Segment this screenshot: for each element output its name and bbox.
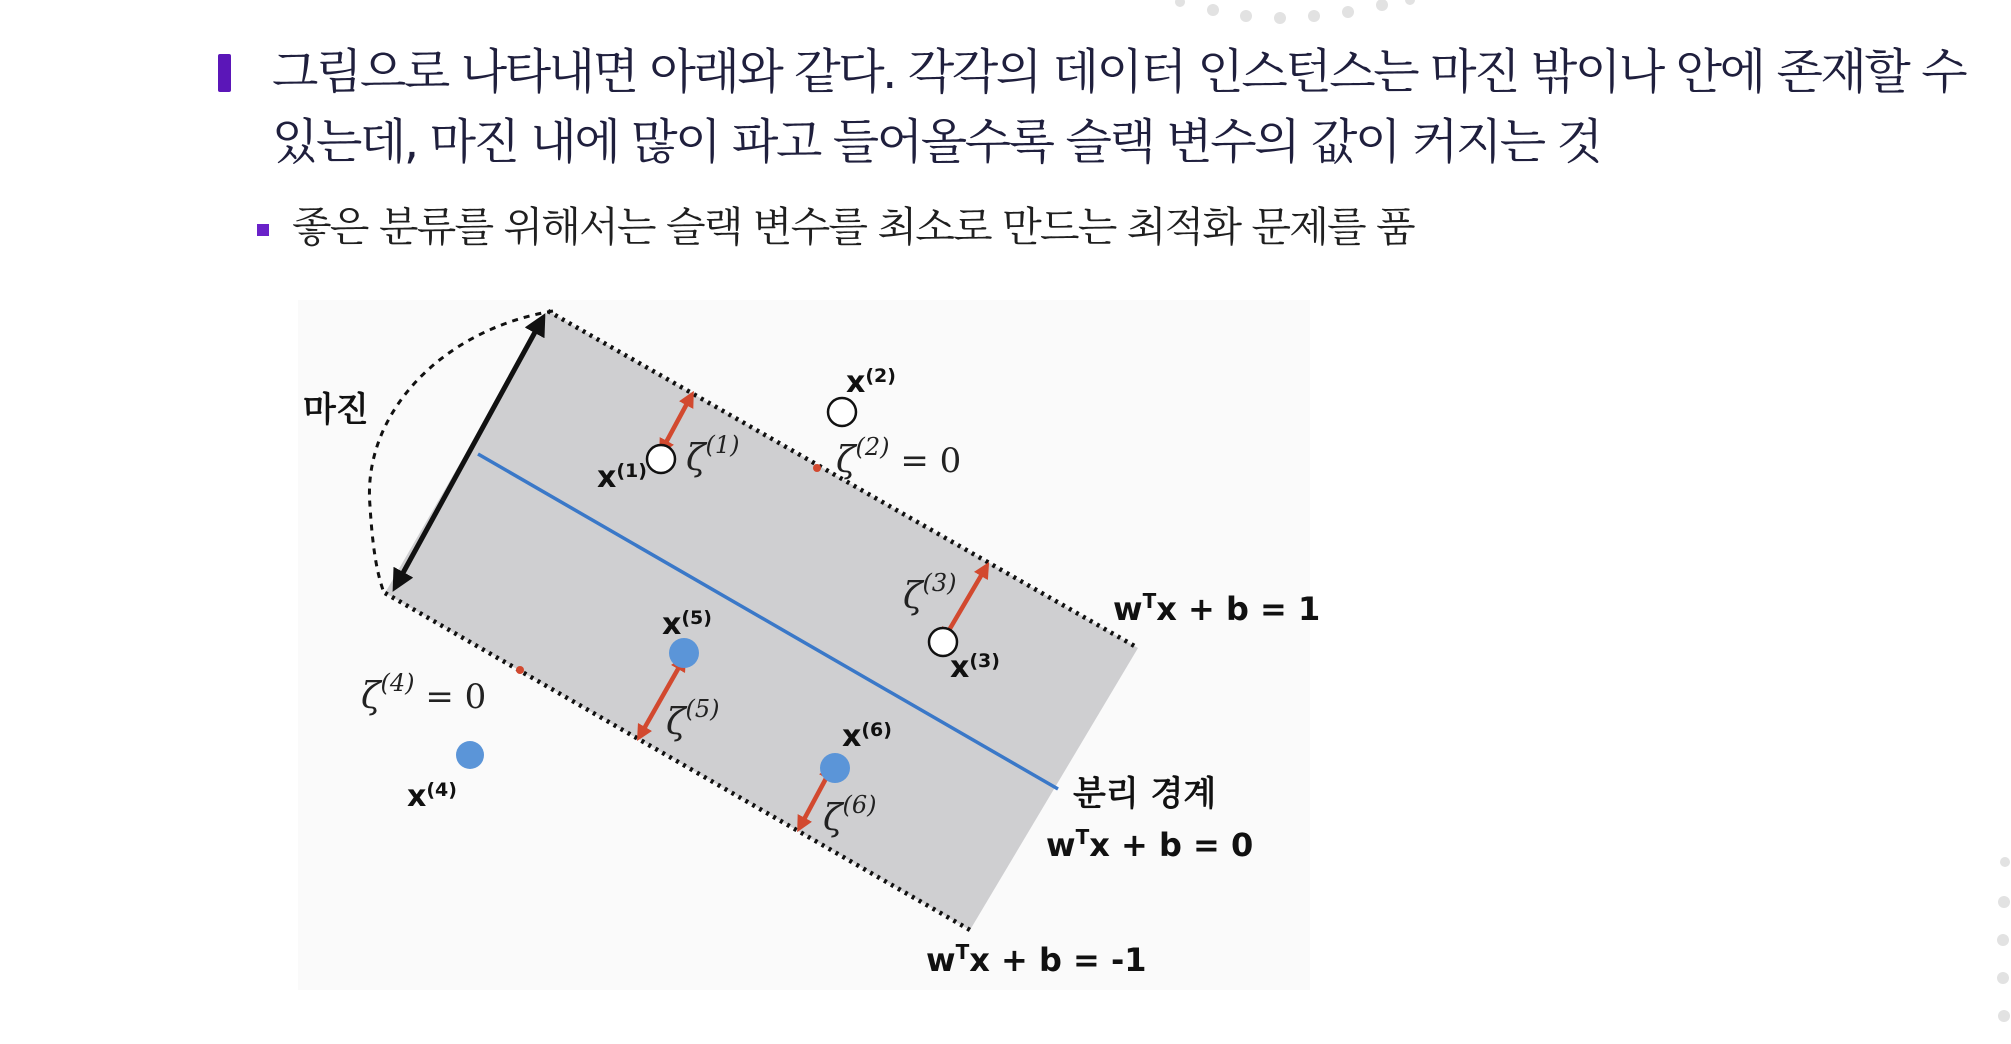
slack-label-2: $\zeta^{(2)} = 0$ xyxy=(836,433,962,481)
point-label-x2: $x^{(2)}$ xyxy=(846,365,896,400)
main-bullet-text-line1: 그림으로 나타내면 아래와 같다. 각각의 데이터 인스턴스는 마진 밖이나 안에 존재할 수 xyxy=(272,44,1966,100)
main-bullet-text-line2: 있는데, 마진 내에 많이 파고 들어올수록 슬랙 변수의 값이 커지는 것 xyxy=(272,114,1601,170)
upper-boundary-equation: $w^Tx + b = 1$ xyxy=(1113,589,1321,628)
point-x2 xyxy=(828,398,856,426)
slack-label-6: $\zeta^{(6)}$ xyxy=(823,791,877,839)
point-label-x3: $x^{(3)}$ xyxy=(950,650,1000,685)
slack-label-4: $\zeta^{(4)} = 0$ xyxy=(361,669,487,717)
slack-label-1: $\zeta^{(1)}$ xyxy=(686,431,740,479)
point-label-x1: $x^{(1)}$ xyxy=(597,460,647,495)
point-x4 xyxy=(456,741,484,769)
point-x6 xyxy=(820,753,850,783)
decision-boundary-label: 분리 경계 xyxy=(1073,774,1217,814)
decision-boundary-equation: $w^Tx + b = 0$ xyxy=(1046,825,1254,864)
point-x5 xyxy=(669,638,699,668)
slack-label-5: $\zeta^{(5)}$ xyxy=(666,695,720,743)
slack-zero-mark-2 xyxy=(813,464,821,472)
point-label-x6: $x^{(6)}$ xyxy=(842,719,892,754)
margin-label: 마진 xyxy=(303,390,369,430)
point-label-x5: $x^{(5)}$ xyxy=(662,607,712,642)
lower-boundary-equation: $w^Tx + b = -1$ xyxy=(926,940,1147,979)
point-label-x4: $x^{(4)}$ xyxy=(407,779,457,814)
point-x1 xyxy=(647,445,675,473)
slack-label-3: $\zeta^{(3)}$ xyxy=(903,569,957,617)
sub-bullet-text: 좋은 분류를 위해서는 슬랙 변수를 최소로 만드는 최적화 문제를 품 xyxy=(292,203,1414,251)
slack-zero-mark-4 xyxy=(516,666,524,674)
